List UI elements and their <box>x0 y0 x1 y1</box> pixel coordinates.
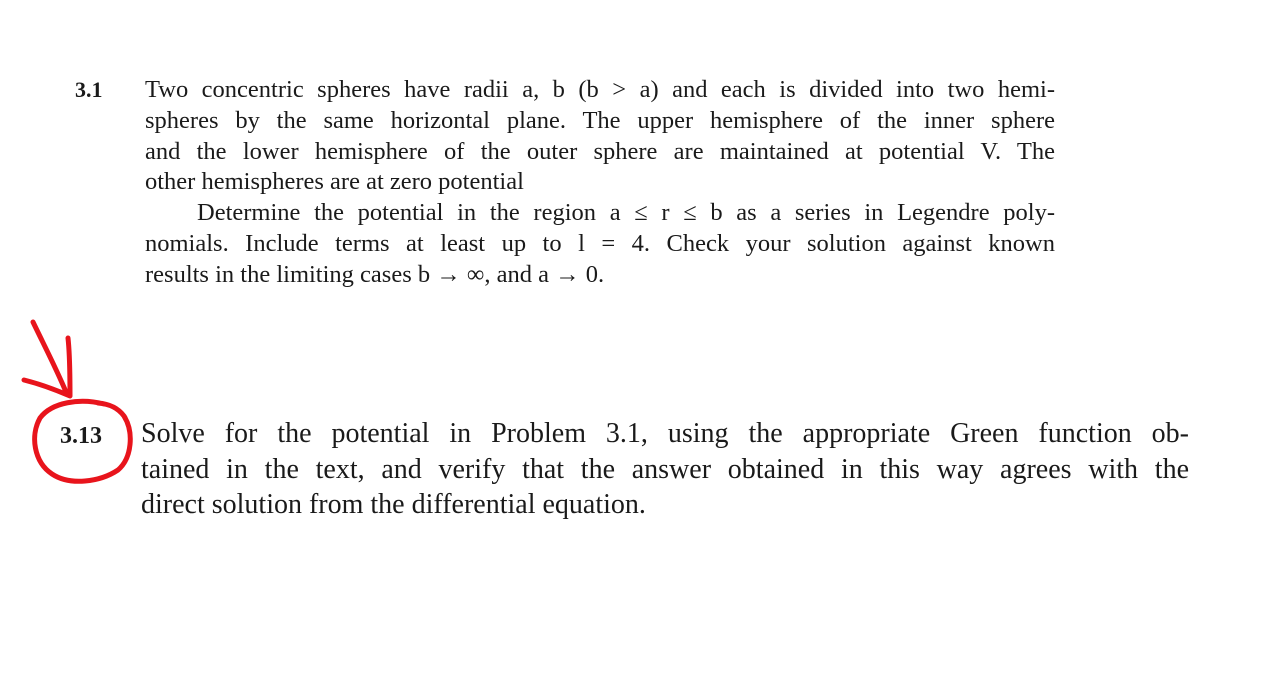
text-line: and the lower hemisphere of the outer sphere are maintained at potential V. The <box>145 137 1055 165</box>
text-line: other hemispheres are at zero potential <box>145 168 524 196</box>
text-line: results in the limiting cases b → ∞, and a → 0. <box>145 260 605 288</box>
problem-text <box>145 75 1055 291</box>
arrow-head-mark <box>24 338 70 396</box>
problem-number: 3.13 <box>60 423 102 449</box>
text-line: spheres by the same horizontal plane. The upper hemisphere of the inner sphere <box>145 106 1055 134</box>
text-line: nomials. Include terms at least up to l = 4. Check your solution against known <box>145 229 1055 257</box>
text-line: Two concentric spheres have radii a, b (b > a) and each is divided into two hemi- <box>145 76 1055 103</box>
problem-number: 3.1 <box>75 77 103 102</box>
problem-text <box>141 416 1189 523</box>
text-line: tained in the text, and verify that the answer obtained in this way agrees with the <box>141 453 1189 485</box>
arrow-shaft-mark <box>33 322 66 392</box>
text-line: direct solution from the differential equation. <box>141 489 646 520</box>
text-line: Solve for the potential in Problem 3.1, using the appropriate Green function ob- <box>141 418 1189 449</box>
text-line: Determine the potential in the region a ≤ r ≤ b as a series in Legendre poly- <box>197 199 1055 227</box>
